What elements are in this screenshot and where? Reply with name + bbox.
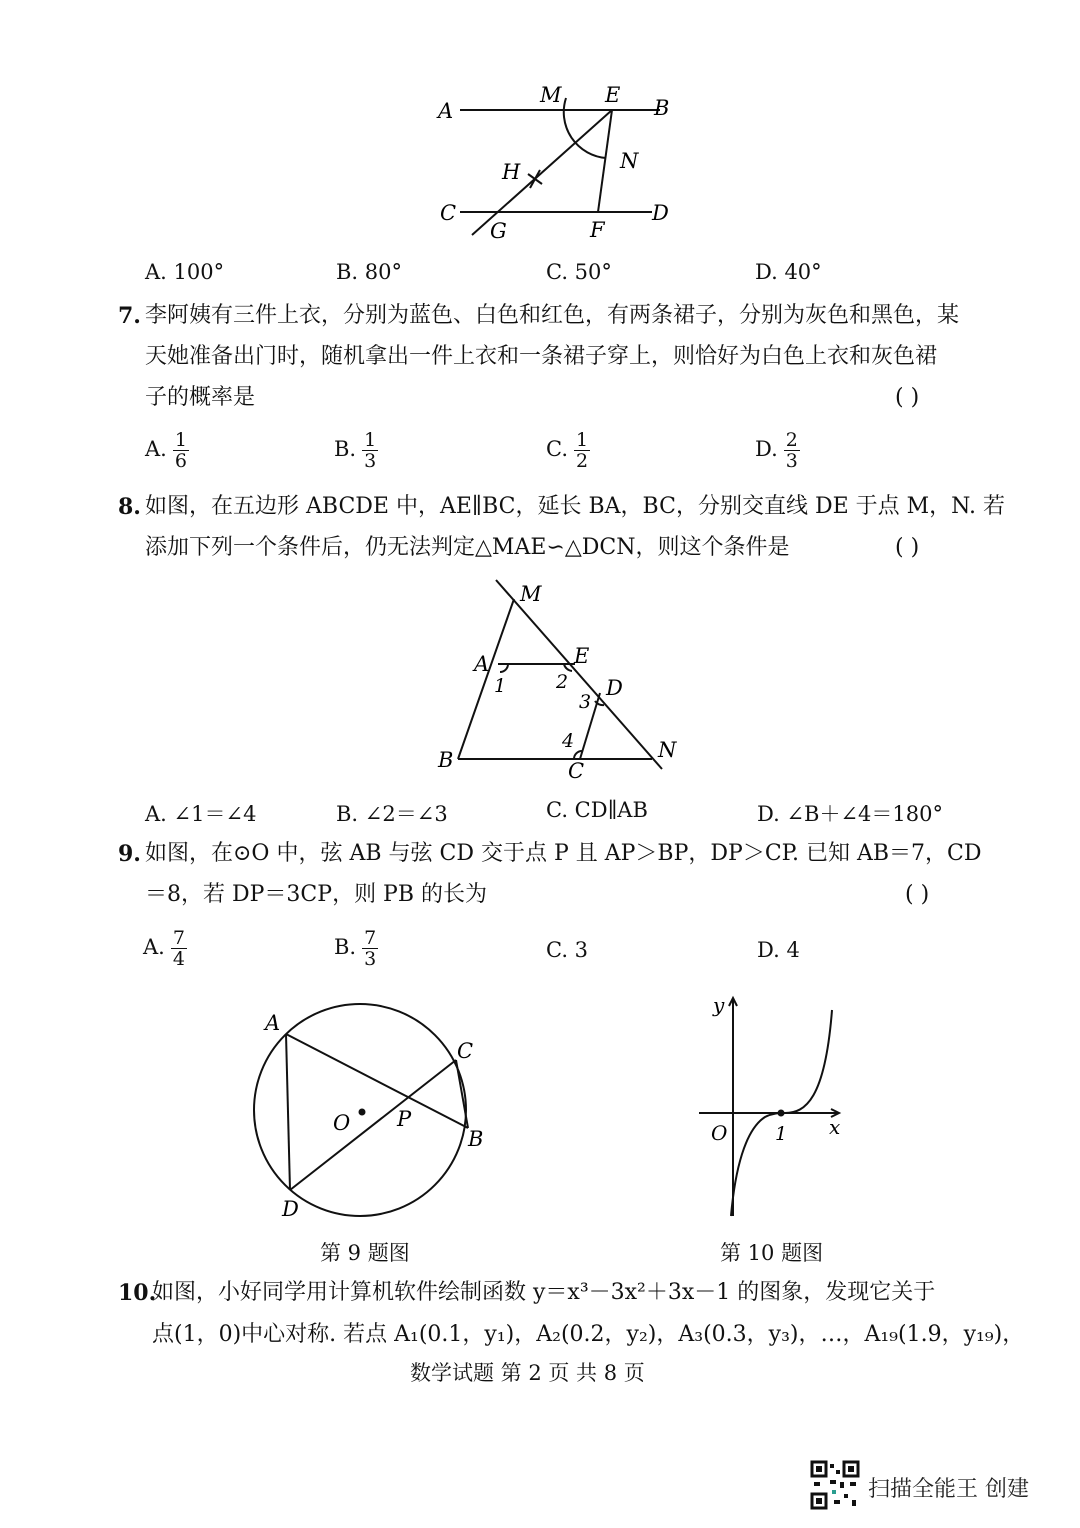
q8-label-e: E [574,644,590,668]
q8-option-b: B. ∠2＝∠3 [336,802,448,826]
angle-mark-1 [500,664,508,672]
q10-label-o: O [711,1121,728,1145]
q9-figure-caption: 第 9 题图 [320,1241,410,1265]
q8-label-4: 4 [562,730,575,752]
q9-option-a [143,928,187,969]
chord-ab [286,1034,468,1128]
scanner-watermark: 扫描全能王 创建 [868,1477,1029,1502]
q9-label-a: A [265,1011,281,1035]
q7-option-b [334,430,378,471]
q8-label-1: 1 [494,675,507,697]
q9-option-b-num: 7 [364,927,377,949]
q7-option-b-num: 1 [364,429,377,451]
q9-label-o: O [333,1111,351,1135]
q7-option-d-label: D. [755,437,778,461]
q7-line-3: 子的概率是 [145,385,256,410]
line-eg [472,110,612,235]
q8-option-c: C. CD∥AB [546,798,648,822]
q9-line-2: ＝8，若 DP＝3CP，则 PB 的长为 [145,882,488,907]
q6-label-d: D [652,201,669,225]
q8-label-m: M [520,582,542,606]
q8-figure [430,575,690,785]
q6-option-a: A. 100° [145,260,225,284]
segment-cb [456,1060,468,1128]
q8-label-a: A [474,652,490,676]
q6-label-e: E [605,83,621,107]
q7-option-a-num: 1 [174,429,187,451]
q8-option-d: D. ∠B＋∠4＝180° [757,802,944,826]
q8-label-b: B [438,748,454,772]
segment-ad [286,1034,290,1190]
q9-option-c: C. 3 [546,938,589,962]
q6-option-b: B. 80° [336,260,403,284]
q9-answer-paren: ( ) [905,882,930,907]
q7-option-a [145,430,189,471]
q7-answer-paren: ( ) [895,385,920,410]
q7-line-2: 天她准备出门时，随机拿出一件上衣和一条裙子穿上，则恰好为白色上衣和灰色裙 [145,344,938,369]
q8-option-a: A. ∠1＝∠4 [145,802,257,826]
point-1-0 [778,1110,785,1117]
q8-number: 8. [118,494,141,520]
q7-option-d [755,430,800,471]
q9-label-p: P [397,1107,412,1131]
q7-option-c-label: C. [546,437,568,461]
q8-answer-paren: ( ) [895,535,920,560]
q9-option-b-label: B. [334,935,357,959]
qr-code-icon [810,1460,860,1510]
q6-label-g: G [490,219,507,243]
q8-label-c: C [568,759,585,783]
q8-label-d: D [606,676,623,700]
q8-label-2: 2 [556,671,569,693]
q9-option-d: D. 4 [757,938,800,962]
q9-option-b-fraction [362,928,378,969]
q9-line-1: 如图，在⊙O 中，弦 AB 与弦 CD 交于点 P 且 AP＞BP，DP＞CP. 已知 AB＝7，CD [145,841,982,866]
q9-option-a-label: A. [143,935,165,959]
q9-option-a-fraction [171,928,187,969]
q10-figure [695,990,855,1220]
q9-option-b [334,928,378,969]
line-ef [598,110,612,212]
q7-option-b-fraction [362,430,378,471]
q9-option-a-den: 4 [172,948,185,970]
q6-figure [420,70,700,250]
q7-option-b-den: 3 [364,450,377,472]
page-footer: 数学试题 第 2 页 共 8 页 [410,1361,645,1385]
q7-option-a-fraction [173,430,189,471]
q6-option-d: D. 40° [755,260,822,284]
q7-option-b-label: B. [334,437,357,461]
arc-mn [564,98,606,158]
q7-option-d-fraction [784,430,800,471]
q9-option-b-den: 3 [364,948,377,970]
q10-label-x: x [829,1115,841,1139]
center-dot [359,1109,366,1116]
q9-option-a-num: 7 [172,927,185,949]
q6-label-f: F [590,218,605,242]
q7-option-c [546,430,590,471]
q7-option-c-num: 1 [576,429,589,451]
q7-option-a-den: 6 [174,450,187,472]
q9-number: 9. [118,841,141,867]
q10-figure-caption: 第 10 题图 [720,1241,824,1265]
q10-label-1: 1 [775,1123,788,1145]
q9-label-d: D [282,1197,299,1221]
q10-number: 10. [118,1280,157,1306]
q7-number: 7. [118,303,141,329]
q6-label-h: H [502,160,521,184]
q6-label-a: A [438,99,454,123]
q6-label-n: N [620,149,639,173]
q6-label-m: M [540,83,562,107]
q7-line-1: 李阿姨有三件上衣，分别为蓝色、白色和红色，有两条裙子，分别为灰色和黑色，某 [145,303,960,328]
q7-option-a-label: A. [145,437,167,461]
q9-figure [240,990,500,1230]
arc-h2 [530,170,540,188]
q8-line-1: 如图，在五边形 ABCDE 中，AE∥BC，延长 BA，BC，分别交直线 DE 于点 M，N. 若 [145,494,1005,519]
q7-option-d-num: 2 [785,429,798,451]
q7-option-c-fraction [574,430,590,471]
q6-label-b: B [654,96,670,120]
q7-option-d-den: 3 [785,450,798,472]
q10-label-y: y [713,993,725,1017]
q9-label-c: C [457,1039,474,1063]
q9-label-b: B [468,1127,484,1151]
q8-line-2: 添加下列一个条件后，仍无法判定△MAE∽△DCN，则这个条件是 [145,535,790,560]
q7-option-c-den: 2 [576,450,589,472]
line-mn [496,580,662,769]
q10-line-2: 点(1，0)中心对称. 若点 A₁(0.1，y₁)，A₂(0.2，y₂)，A₃(0.3，y₃)，…，A₁₉(1.9，y₁₉)， [152,1322,1025,1347]
q6-option-c: C. 50° [546,260,612,284]
q6-label-c: C [440,201,457,225]
q10-line-1: 如图，小好同学用计算机软件绘制函数 y＝x³－3x²＋3x－1 的图象，发现它关于 [152,1280,936,1305]
q8-label-3: 3 [579,691,592,713]
q8-label-n: N [658,738,677,762]
